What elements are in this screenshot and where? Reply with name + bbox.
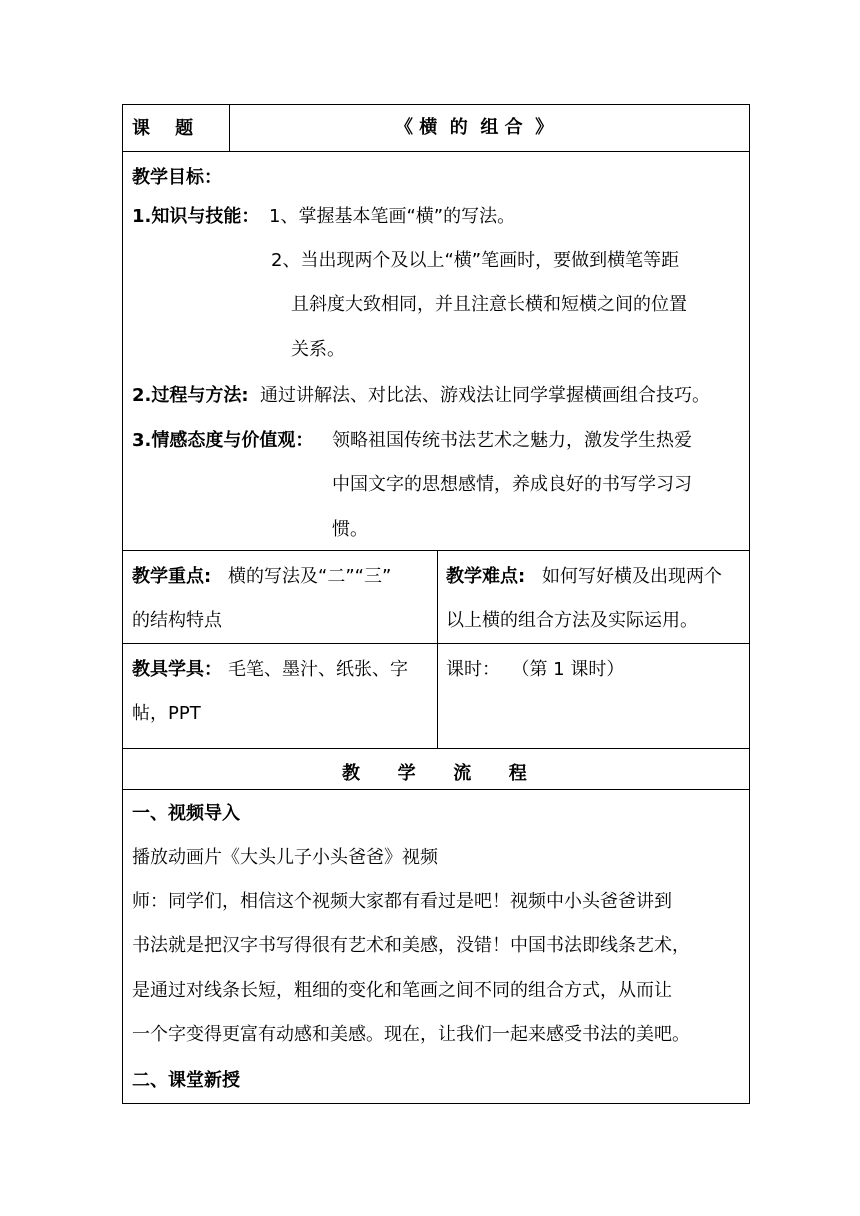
lesson-plan-table [122,104,750,1104]
knowledge-item-2-line1: 2、当出现两个及以上“横”笔画时，要做到横笔等距 [271,250,680,271]
col-divider-middle [437,550,438,748]
lesson-title: 《 横 的 组 合 》 [395,117,554,138]
row-divider-keypoints [123,643,749,644]
flow-line-3: 书法就是把汉字书写得很有艺术和美感，没错！中国书法即线条艺术， [132,935,690,956]
difficulties-line-2: 以上横的组合方法及实际运用。 [446,610,698,631]
knowledge-item-1: 1、掌握基本笔画“横”的写法。 [269,206,516,227]
section-1-heading: 一、视频导入 [132,803,240,824]
period-text: 课时： （第 1 课时） [446,659,625,680]
flow-line-4: 是通过对线条长短，粗细的变化和笔画之间不同的组合方式，从而让 [132,980,672,1001]
tools-label: 教具学具： [132,659,222,680]
emotion-line-3: 惯。 [332,519,368,540]
process-label: 2.过程与方法: [132,385,249,406]
header-label: 课 题 [132,118,194,139]
flow-line-5: 一个字变得更富有动感和美感。现在，让我们一起来感受书法的美吧。 [132,1024,690,1045]
tools-line-1: 毛笔、墨汁、纸张、字 [228,659,408,680]
objectives-heading: 教学目标： [132,167,222,188]
row-divider-tools [123,748,749,749]
process-text: 通过讲解法、对比法、游戏法让同学掌握横画组合技巧。 [260,385,710,406]
flow-line-2: 师：同学们，相信这个视频大家都有看过是吧！视频中小头爸爸讲到 [132,891,672,912]
row-divider-flow-title [123,789,749,790]
knowledge-item-2-line2: 且斜度大致相同，并且注意长横和短横之间的位置 [291,294,687,315]
emotion-label: 3.情感态度与价值观： [132,430,314,451]
flow-title: 教 学 流 程 [342,763,527,784]
flow-line-1: 播放动画片《大头儿子小头爸爸》视频 [132,847,438,868]
key-points-line-1: 横的写法及“二”“三” [228,566,392,587]
emotion-line-1: 领略祖国传统书法艺术之魅力，激发学生热爱 [332,430,692,451]
col-divider-header [229,105,230,151]
difficulties-label: 教学难点: [446,566,526,587]
knowledge-label: 1.知识与技能： [132,206,260,227]
key-points-line-2: 的结构特点 [132,610,222,631]
key-points-label: 教学重点: [132,566,212,587]
emotion-line-2: 中国文字的思想感情，养成良好的书写学习习 [332,474,692,495]
row-divider-header [123,151,749,152]
knowledge-item-2-line3: 关系。 [291,339,345,360]
difficulties-line-1: 如何写好横及出现两个 [542,566,722,587]
row-divider-objectives [123,550,749,551]
tools-line-2: 帖，PPT [132,703,201,724]
section-2-heading: 二、课堂新授 [132,1070,240,1091]
